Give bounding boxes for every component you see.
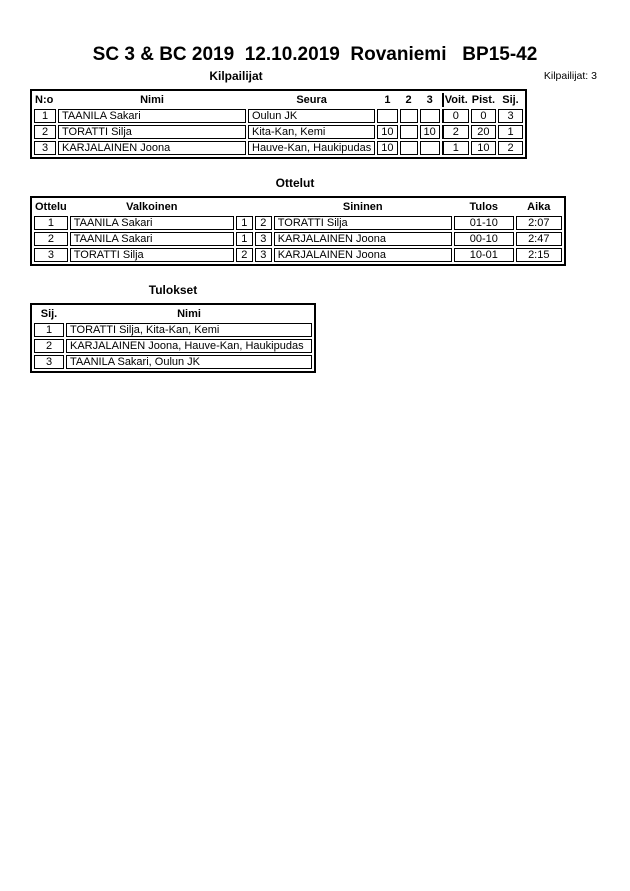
matches-header-result: Tulos xyxy=(469,201,499,213)
match-time: 2:15 xyxy=(516,248,562,262)
result-row xyxy=(34,323,312,337)
competitors-header-game2: 2 xyxy=(405,94,412,106)
competitor-no: 2 xyxy=(34,125,56,139)
competitor-game3-score xyxy=(420,109,440,123)
competitor-name: TORATTI Silja xyxy=(58,125,246,139)
competitor-game1-score: 10 xyxy=(377,141,397,155)
result-rank: 1 xyxy=(34,323,64,337)
match-white-player: TORATTI Silja xyxy=(70,248,234,262)
competitor-club: Oulun JK xyxy=(248,109,375,123)
competitor-club: Hauve-Kan, Haukipudas xyxy=(248,141,375,155)
competitor-row xyxy=(34,141,523,155)
match-time: 2:07 xyxy=(516,216,562,230)
result-rank: 2 xyxy=(34,339,64,353)
competitor-no: 3 xyxy=(34,141,56,155)
matches-header-match: Ottelu xyxy=(35,201,67,213)
results-table xyxy=(30,303,316,373)
match-result: 10-01 xyxy=(454,248,514,262)
match-row xyxy=(34,216,562,230)
page-title: SC 3 & BC 2019 12.10.2019 Rovaniemi BP15-42 xyxy=(92,44,538,65)
match-white-player-no: 1 xyxy=(236,216,253,230)
competitors-count: Kilpailijat: 3 xyxy=(543,70,597,82)
match-no: 3 xyxy=(34,248,68,262)
competitors-header-game3: 3 xyxy=(426,94,433,106)
competitor-rank: 1 xyxy=(498,125,523,139)
match-white-player: TAANILA Sakari xyxy=(70,216,234,230)
match-result: 01-10 xyxy=(454,216,514,230)
competitor-game2-score xyxy=(400,125,418,139)
matches-header-blueno xyxy=(255,200,272,214)
match-blue-player: KARJALAINEN Joona xyxy=(274,232,452,246)
competitor-name: TAANILA Sakari xyxy=(58,109,246,123)
match-blue-player-no: 3 xyxy=(255,232,272,246)
competitor-game1-score: 10 xyxy=(377,125,397,139)
competitor-wins: 1 xyxy=(442,141,469,155)
competitors-header-club: Seura xyxy=(296,94,327,106)
matches-header-white: Valkoinen xyxy=(126,201,178,213)
competitors-header-row xyxy=(34,93,523,107)
match-row xyxy=(34,248,562,262)
match-blue-player: KARJALAINEN Joona xyxy=(274,248,452,262)
competitor-points: 0 xyxy=(471,109,496,123)
competitor-club: Kita-Kan, Kemi xyxy=(248,125,375,139)
match-no: 1 xyxy=(34,216,68,230)
results-header-row xyxy=(34,307,312,321)
competitors-table xyxy=(30,89,527,159)
competitor-no: 1 xyxy=(34,109,56,123)
competitor-wins: 2 xyxy=(442,125,469,139)
matches-header-whiteno xyxy=(236,200,253,214)
matches-header-blue: Sininen xyxy=(342,201,383,213)
competitors-header-rank: Sij. xyxy=(502,94,519,106)
competitors-header-points: Pist. xyxy=(471,94,495,106)
match-no: 2 xyxy=(34,232,68,246)
results-header-rank: Sij. xyxy=(40,308,58,320)
match-result: 00-10 xyxy=(454,232,514,246)
competitor-points: 10 xyxy=(471,141,496,155)
competitors-header-wins: Voit. xyxy=(442,93,469,107)
match-blue-player-no: 3 xyxy=(255,248,272,262)
competitors-caption: Kilpailijat xyxy=(209,69,263,83)
matches-header-row xyxy=(34,200,562,214)
match-blue-player: TORATTI Silja xyxy=(274,216,452,230)
competitor-game3-score xyxy=(420,141,440,155)
competitor-wins: 0 xyxy=(442,109,469,123)
result-row xyxy=(34,339,312,353)
competitor-points: 20 xyxy=(471,125,496,139)
matches-caption: Ottelut xyxy=(275,176,315,190)
match-white-player-no: 1 xyxy=(236,232,253,246)
competitor-rank: 3 xyxy=(498,109,523,123)
competitor-game1-score xyxy=(377,109,397,123)
match-white-player: TAANILA Sakari xyxy=(70,232,234,246)
competitor-rank: 2 xyxy=(498,141,523,155)
match-row xyxy=(34,232,562,246)
competitor-game2-score xyxy=(400,141,418,155)
competitor-row xyxy=(34,125,523,139)
result-name: KARJALAINEN Joona, Hauve-Kan, Haukipudas xyxy=(66,339,312,353)
competitors-header-name: Nimi xyxy=(140,94,164,106)
match-blue-player-no: 2 xyxy=(255,216,272,230)
competitors-header-game1: 1 xyxy=(384,94,391,106)
results-caption: Tulokset xyxy=(148,283,198,297)
matches-header-time: Aika xyxy=(527,201,551,213)
result-rank: 3 xyxy=(34,355,64,369)
competitor-game3-score: 10 xyxy=(420,125,440,139)
competitor-row xyxy=(34,109,523,123)
result-row xyxy=(34,355,312,369)
result-name: TAANILA Sakari, Oulun JK xyxy=(66,355,312,369)
competitor-name: KARJALAINEN Joona xyxy=(58,141,246,155)
competitor-game2-score xyxy=(400,109,418,123)
match-white-player-no: 2 xyxy=(236,248,253,262)
matches-table xyxy=(30,196,566,266)
match-time: 2:47 xyxy=(516,232,562,246)
result-name: TORATTI Silja, Kita-Kan, Kemi xyxy=(66,323,312,337)
results-header-name: Nimi xyxy=(177,308,201,320)
competitors-header-no: N:o xyxy=(35,94,54,106)
